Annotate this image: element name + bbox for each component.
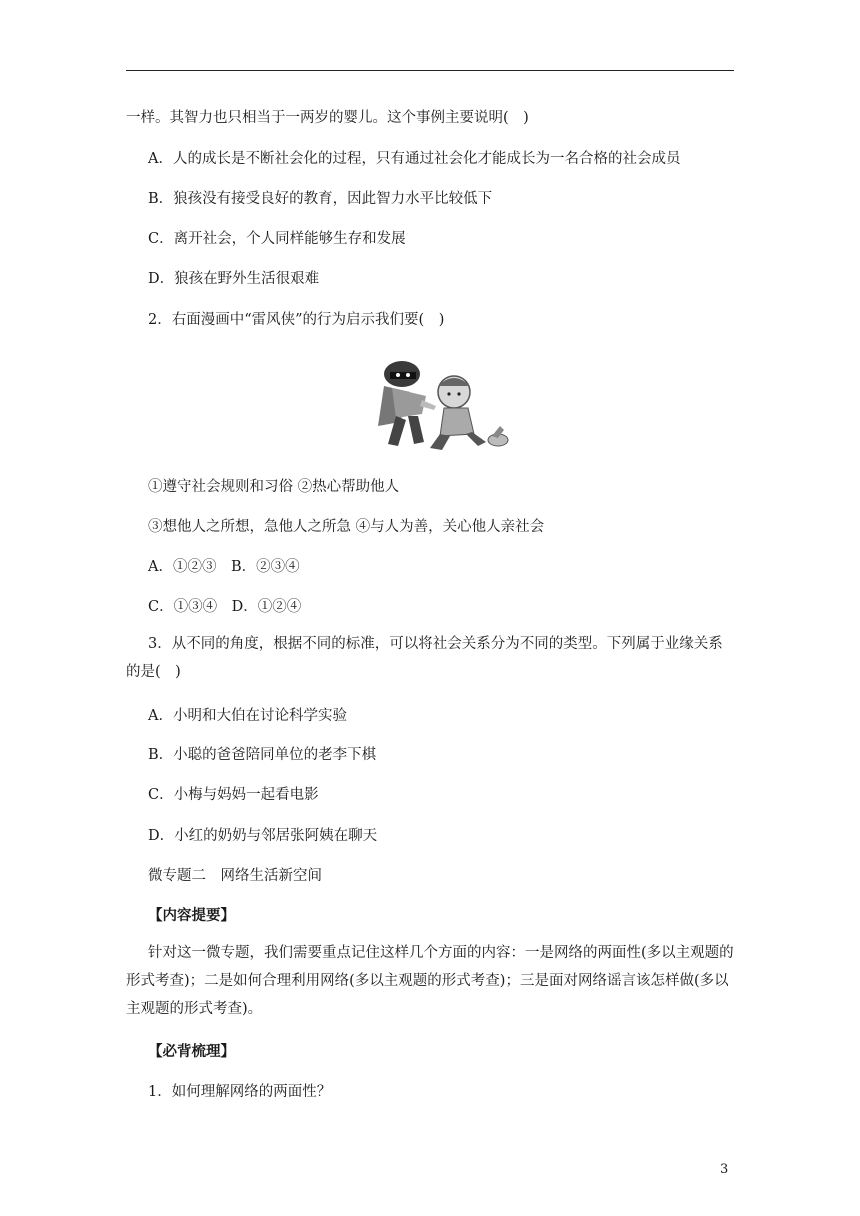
q3-option-c: C．小梅与妈妈一起看电影 [148,787,319,803]
cartoon-illustration [370,352,510,452]
header-rule [126,70,734,71]
heading-content-summary: 【内容提要】 [148,907,235,924]
section-body: 针对这一微专题，我们需要重点记住这样几个方面的内容：一是网络的两面性(多以主观题的形式考查)；二是如何合理利用网络(多以主观题的形式考查)；三是面对网络谣言该怎样做(多以主观题的形式考查)。 [126,945,734,1017]
q3-option-a: A．小明和大伯在讨论科学实验 [148,708,347,724]
q2-statement-1: ①遵守社会规则和习俗 ②热心帮助他人 [148,479,400,495]
q2-option-row-2: C．①③④ D．①②④ [148,599,302,615]
q2-stem: 2．右面漫画中“雷风侠”的行为启示我们要( ) [148,312,445,328]
section-title: 微专题二 网络生活新空间 [148,868,322,884]
q3-option-d: D．小红的奶奶与邻居张阿姨在聊天 [148,828,378,844]
list-item-1: 1．如何理解网络的两面性？ [148,1084,332,1100]
q2-statement-2: ③想他人之所想，急他人之所急 ④与人为善，关心他人亲社会 [148,519,545,535]
q3-stem: 3．从不同的角度，根据不同的标准，可以将社会关系分为不同的类型。下列属于业缘关系的是( ) [126,636,723,680]
q1-option-c: C．离开社会，个人同样能够生存和发展 [148,231,406,247]
q1-option-b: B．狼孩没有接受良好的教育，因此智力水平比较低下 [148,191,493,207]
q1-option-d: D．狼孩在野外生活很艰难 [148,271,320,287]
q3-option-b: B．小聪的爸爸陪同单位的老李下棋 [148,747,377,763]
q2-option-row-1: A．①②③ B．②③④ [148,559,300,575]
q1-option-a: A．人的成长是不断社会化的过程，只有通过社会化才能成长为一名合格的社会成员 [148,151,681,167]
page-number: 3 [720,1162,729,1177]
q1-stem-tail: 一样。其智力也只相当于一两岁的婴儿。这个事例主要说明( ) [126,110,529,126]
heading-must-memorize: 【必背梳理】 [148,1043,235,1060]
